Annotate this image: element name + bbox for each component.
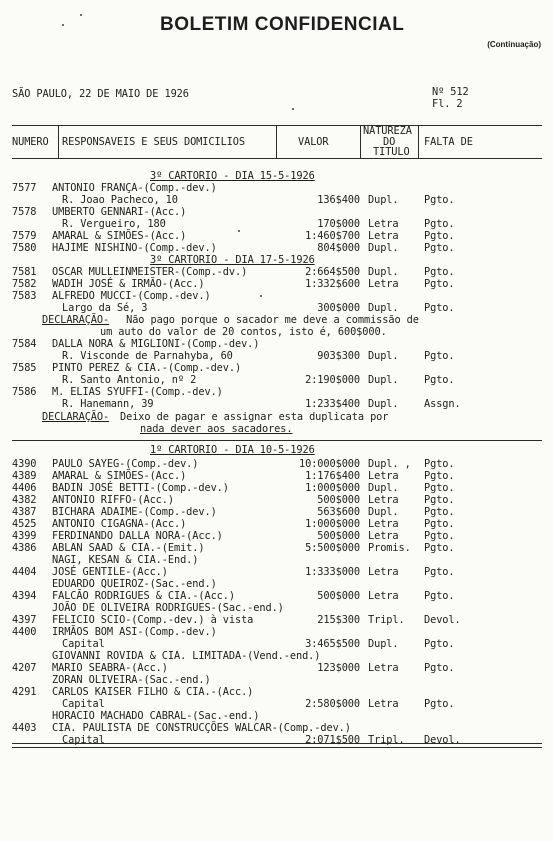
entry-reason: Pgto. — [424, 638, 455, 650]
column-header-natureza-do: DO — [383, 136, 396, 148]
entry-reason: Pgto. — [424, 218, 455, 230]
entry-value: 123$000 — [317, 662, 360, 674]
entry-reason: Pgto. — [424, 230, 455, 242]
column-header-natureza-titulo: TITULO — [373, 146, 410, 158]
entry-value: 136$400 — [317, 194, 360, 206]
entry-value: 500$000 — [317, 590, 360, 602]
entry-number: 7580 — [12, 242, 37, 254]
place-date: SÃO PAULO, 22 DE MAIO DE 1926 — [12, 88, 189, 100]
entry-number: 4390 — [12, 458, 37, 470]
entry-value: 903$300 — [317, 350, 360, 362]
entry-name: OSCAR MULLEINMEISTER-(Comp.-dv.) — [52, 266, 248, 278]
entry-value: 2:190$000 — [305, 374, 360, 386]
entry-reason: Pgto. — [424, 194, 455, 206]
entry-reason: Pgto. — [424, 698, 455, 710]
entry-nature: Letra — [368, 278, 399, 290]
sheet-number: Fl. 2 — [432, 98, 463, 110]
entry-name: R. Vergueiro, 180 — [62, 218, 166, 230]
entry-nature: Letra — [368, 530, 399, 542]
entry-reason: Pgto. — [424, 506, 455, 518]
entry-nature: Letra — [368, 518, 399, 530]
continuation-label: (Continuação) — [487, 40, 541, 49]
entry-value: 2:664$500 — [305, 266, 360, 278]
bulletin-number: Nº 512 — [432, 86, 469, 98]
entry-nature: Dupl. — [368, 398, 399, 410]
entry-value: 5:500$000 — [305, 542, 360, 554]
entry-name: M. ELIAS SYUFFI-(Comp.-dev.) — [52, 386, 223, 398]
column-header-natureza: NATUREZA — [363, 125, 412, 137]
entry-nature: Letra — [368, 566, 399, 578]
entry-value: 1:460$700 — [305, 230, 360, 242]
entry-name: AMARAL & SIMÕES-(Acc.) — [52, 230, 187, 242]
entry-name: Capital — [62, 734, 105, 746]
declaration-text: nada dever aos sacadores. — [140, 423, 293, 435]
entry-value: 300$000 — [317, 302, 360, 314]
declaration-label: DECLARAÇÃO- — [42, 314, 110, 326]
header-bottom-rule — [12, 158, 542, 159]
entry-value: 804$000 — [317, 242, 360, 254]
entry-number: 4399 — [12, 530, 37, 542]
entry-number: 4397 — [12, 614, 37, 626]
entry-nature: Dupl. — [368, 194, 399, 206]
entry-name: NAGI, KESAN & CIA.-End.) — [52, 554, 199, 566]
entry-reason: Pgto. — [424, 518, 455, 530]
column-header-falta: FALTA DE — [424, 136, 473, 148]
entry-value: 563$600 — [317, 506, 360, 518]
section-heading: 3º CARTORIO - DIA 15-5-1926 — [150, 170, 315, 182]
entry-reason: Pgto. — [424, 374, 455, 386]
entry-number: 7577 — [12, 182, 37, 194]
entry-value: 2:071$500 — [305, 734, 360, 746]
entry-value: 3:465$500 — [305, 638, 360, 650]
entry-number: 7581 — [12, 266, 37, 278]
entry-nature: Dupl. — [368, 302, 399, 314]
entry-name: UMBERTO GENNARI-(Acc.) — [52, 206, 187, 218]
entry-name: ANTONIO FRANÇA-(Comp.-dev.) — [52, 182, 217, 194]
entry-value: 1:000$000 — [305, 518, 360, 530]
entry-number: 7586 — [12, 386, 37, 398]
ink-speck — [238, 230, 240, 232]
entry-nature: Tripl. — [368, 734, 405, 746]
ink-speck — [260, 295, 262, 297]
entry-reason: Pgto. — [424, 566, 455, 578]
entry-name: R. Hanemann, 39 — [62, 398, 154, 410]
entry-reason: Pgto. — [424, 590, 455, 602]
entry-nature: Dupl. — [368, 506, 399, 518]
entry-nature: Dupl. — [368, 266, 399, 278]
entry-value: 500$000 — [317, 530, 360, 542]
entry-name: ABLAN SAAD & CIA.-(Emit.) — [52, 542, 205, 554]
entry-nature: Tripl. — [368, 614, 405, 626]
entry-number: 4394 — [12, 590, 37, 602]
declaration-text: Não pago porque o sacador me deve a commissão de — [120, 314, 419, 326]
document-title: BOLETIM CONFIDENCIAL — [160, 14, 405, 35]
section-rule — [12, 440, 542, 441]
entry-reason: Assgn. — [424, 398, 461, 410]
entry-name: HORACIO MACHADO CABRAL-(Sac.-end.) — [52, 710, 260, 722]
entry-name: ANTONIO CIGAGNA-(Acc.) — [52, 518, 187, 530]
entry-reason: Pgto. — [424, 302, 455, 314]
declaration-text: um auto do valor de 20 contos, isto é, 600$000. — [100, 326, 387, 338]
entry-reason: Pgto. — [424, 278, 455, 290]
entry-nature: Dupl. — [368, 638, 399, 650]
entry-number: 4403 — [12, 722, 37, 734]
entry-number: 7585 — [12, 362, 37, 374]
entry-reason: Pgto. — [424, 350, 455, 362]
entry-name: GIOVANNI ROVIDA & CIA. LIMITADA-(Vend.-end.) — [52, 650, 321, 662]
entry-number: 4382 — [12, 494, 37, 506]
section-heading: 3º CARTORIO - DIA 17-5-1926 — [150, 254, 315, 266]
entry-number: 4406 — [12, 482, 37, 494]
bottom-rule — [12, 747, 542, 748]
column-divider — [58, 126, 59, 158]
entry-name: R. Joao Pacheco, 10 — [62, 194, 178, 206]
entry-name: ZORAN OLIVEIRA-(Sac.-end.) — [52, 674, 211, 686]
entry-value: 215$300 — [317, 614, 360, 626]
section-heading: 1º CARTORIO - DIA 10-5-1926 — [150, 444, 315, 456]
entry-reason: Pgto. — [424, 470, 455, 482]
column-header-valor: VALOR — [298, 136, 329, 148]
entry-name: PAULO SAYEG-(Comp.-dev.) — [52, 458, 199, 470]
entry-nature: Dupl. — [368, 482, 399, 494]
ink-speck — [292, 108, 294, 110]
entry-number: 4207 — [12, 662, 37, 674]
entry-name: FERDINANDO DALLA NORA-(Acc.) — [52, 530, 223, 542]
entry-name: MARIO SEABRA-(Acc.) — [52, 662, 168, 674]
entry-reason: Pgto. — [424, 530, 455, 542]
entry-nature: Dupl. , — [368, 458, 411, 470]
declaration-label: DECLARAÇÃO- — [42, 411, 110, 423]
column-header-numero: NUMERO — [12, 136, 49, 148]
entry-reason: Pgto. — [424, 542, 455, 554]
entry-name: R. Visconde de Parnahyba, 60 — [62, 350, 233, 362]
entry-name: ALFREDO MUCCI-(Comp.-dev.) — [52, 290, 211, 302]
entry-number: 7583 — [12, 290, 37, 302]
entry-name: JOÃO DE OLIVEIRA RODRIGUES-(Sac.-end.) — [52, 602, 284, 614]
entry-value: 1:333$000 — [305, 566, 360, 578]
entry-value: 2:580$000 — [305, 698, 360, 710]
entry-name: Largo da Sé, 3 — [62, 302, 148, 314]
ink-speck — [80, 14, 82, 16]
column-header-responsaveis: RESPONSAVEIS E SEUS DOMICILIOS — [62, 136, 245, 148]
entry-nature: Dupl. — [368, 242, 399, 254]
entry-name: R. Santo Antonio, nº 2 — [62, 374, 197, 386]
entry-name: FALCÃO RODRIGUES & CIA.-(Acc.) — [52, 590, 235, 602]
entry-name: BADIN JOSÉ BETTI-(Comp.-dev.) — [52, 482, 229, 494]
entry-number: 4291 — [12, 686, 37, 698]
entry-nature: Letra — [368, 218, 399, 230]
entry-number: 4404 — [12, 566, 37, 578]
entry-name: ANTONIO RIFFO-(Acc.) — [52, 494, 174, 506]
entry-reason: Devol. — [424, 734, 461, 746]
entry-nature: Letra — [368, 230, 399, 242]
entry-number: 4400 — [12, 626, 37, 638]
entry-nature: Letra — [368, 698, 399, 710]
entry-number: 7582 — [12, 278, 37, 290]
entry-reason: Devol. — [424, 614, 461, 626]
entry-name: CIA. PAULISTA DE CONSTRUCÇÕES WALCAR-(Comp.-dev.) — [52, 722, 351, 734]
entry-reason: Pgto. — [424, 494, 455, 506]
entry-reason: Pgto. — [424, 662, 455, 674]
entry-reason: Pgto. — [424, 482, 455, 494]
entry-name: IRMÃOS BOM ASI-(Comp.-dev.) — [52, 626, 217, 638]
entry-name: AMARAL & SIMÕES-(Acc.) — [52, 470, 187, 482]
entry-name: EDUARDO QUEIROZ-(Sac.-end.) — [52, 578, 217, 590]
entry-number: 4389 — [12, 470, 37, 482]
entry-number: 4525 — [12, 518, 37, 530]
entry-value: 170$000 — [317, 218, 360, 230]
entry-name: BICHARA ADAIME-(Comp.-dev.) — [52, 506, 217, 518]
declaration-text: Deixo de pagar e assignar esta duplicata por — [120, 411, 389, 423]
entry-nature: Promis. — [368, 542, 411, 554]
entry-value: 10:000$000 — [299, 458, 360, 470]
entry-value: 1:233$400 — [305, 398, 360, 410]
entry-number: 7584 — [12, 338, 37, 350]
header-top-rule — [12, 125, 542, 126]
entry-nature: Letra — [368, 590, 399, 602]
entry-reason: Pgto. — [424, 266, 455, 278]
entry-reason: Pgto. — [424, 242, 455, 254]
column-divider — [360, 126, 361, 158]
entry-name: CARLOS KAISER FILHO & CIA.-(Acc.) — [52, 686, 254, 698]
entry-name: DALLA NORA & MIGLIONI-(Comp.-dev.) — [52, 338, 260, 350]
entry-value: 1:332$600 — [305, 278, 360, 290]
entry-number: 7578 — [12, 206, 37, 218]
entry-nature: Letra — [368, 662, 399, 674]
entry-value: 1:176$400 — [305, 470, 360, 482]
entry-name: JOSÉ GENTILE-(Acc.) — [52, 566, 168, 578]
entry-nature: Letra — [368, 494, 399, 506]
entry-name: Capital — [62, 698, 105, 710]
column-divider — [276, 126, 277, 158]
entry-value: 500$000 — [317, 494, 360, 506]
entry-name: WADIH JOSÉ & IRMÃO-(Acc.) — [52, 278, 205, 290]
entry-number: 4387 — [12, 506, 37, 518]
entry-name: PINTO PEREZ & CIA.-(Comp.-dev.) — [52, 362, 242, 374]
ink-speck — [62, 24, 64, 26]
entry-reason: Pgto. — [424, 458, 455, 470]
entry-name: Capital — [62, 638, 105, 650]
column-divider — [418, 126, 419, 158]
entry-value: 1:000$000 — [305, 482, 360, 494]
entry-name: HAJIME NISHINO-(Comp.-dev.) — [52, 242, 217, 254]
entry-number: 4386 — [12, 542, 37, 554]
entry-nature: Dupl. — [368, 374, 399, 386]
entry-name: FELICIO SCIO-(Comp.-dev.) à vista — [52, 614, 254, 626]
entry-nature: Letra — [368, 470, 399, 482]
entry-number: 7579 — [12, 230, 37, 242]
entry-nature: Dupl. — [368, 350, 399, 362]
